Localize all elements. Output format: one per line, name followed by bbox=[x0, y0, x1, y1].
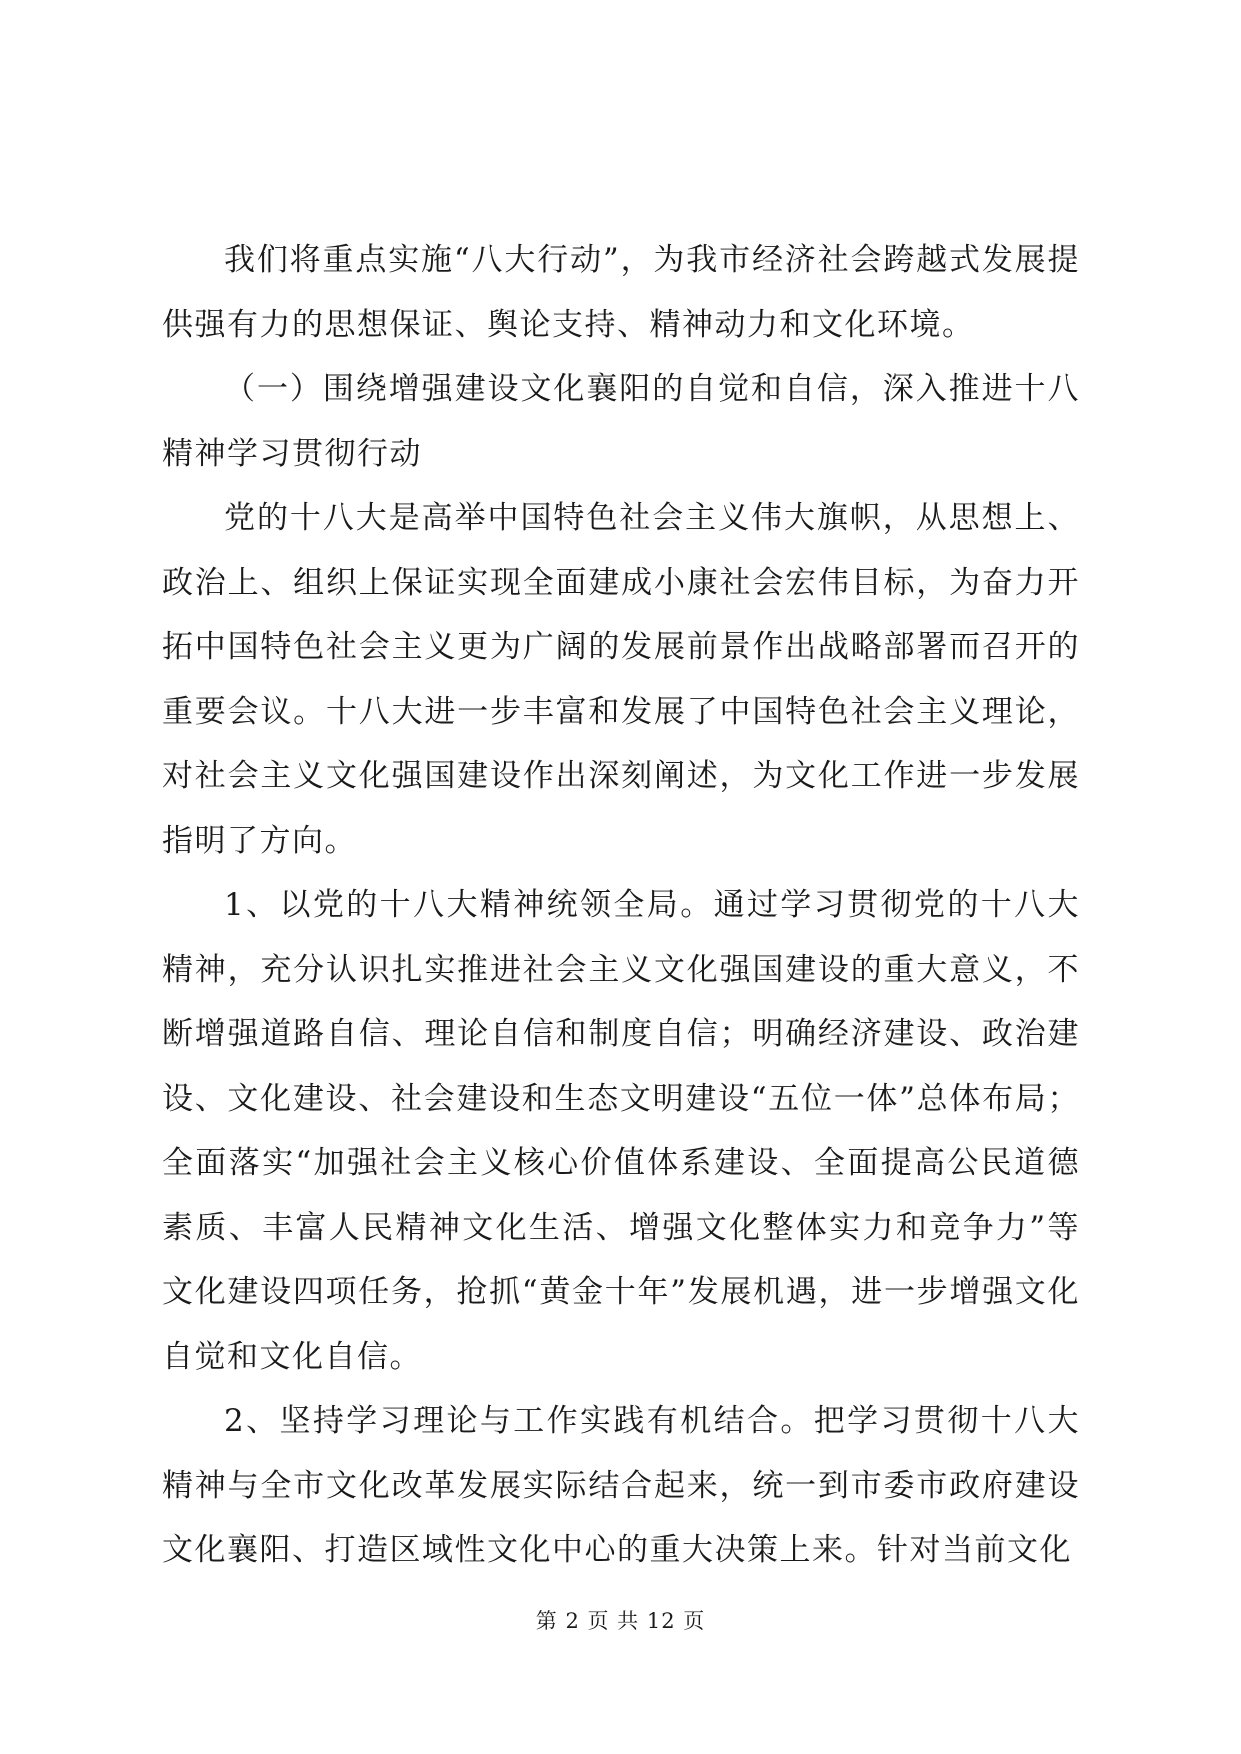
page-number: 第 2 页 共 12 页 bbox=[535, 1609, 706, 1633]
paragraph-background: 党的十八大是高举中国特色社会主义伟大旗帜，从思想上、政治上、组织上保证实现全面建成小康社会宏伟目标，为奋力开拓中国特色社会主义更为广阔的发展前景作出战略部署而召开的重要会议。十八大进一步丰富和发展了中国特色社会主义理论，对社会主义文化强国建设作出深刻阐述，为文化工作进一步发展指明了方向。 bbox=[162, 500, 1080, 859]
paragraph-item-1: 1、以党的十八大精神统领全局。通过学习贯彻党的十八大精神，充分认识扎实推进社会主义文化强国建设的重大意义，不断增强道路自信、理论自信和制度自信；明确经济建设、政治建设、文化建设、社会建设和生态文明建设“五位一体”总体布局；全面落实“加强社会主义核心价值体系建设、全面提高公民道德素质、丰富人民精神文化生活、增强文化整体实力和竞争力”等文化建设四项任务，抢抓“黄金十年”发展机遇，进一步增强文化自觉和文化自信。 bbox=[162, 887, 1080, 1375]
section-heading: （一）围绕增强建设文化襄阳的自觉和自信，深入推进十八精神学习贯彻行动 bbox=[162, 371, 1080, 472]
document-body bbox=[162, 228, 1080, 1583]
paragraph-intro: 我们将重点实施“八大行动”，为我市经济社会跨越式发展提供强有力的思想保证、舆论支持、精神动力和文化环境。 bbox=[162, 242, 1080, 343]
paragraph-item-2: 2、坚持学习理论与工作实践有机结合。把学习贯彻十八大精神与全市文化改革发展实际结合起来，统一到市委市政府建设文化襄阳、打造区域性文化中心的重大决策上来。针对当前文化 bbox=[162, 1403, 1080, 1568]
